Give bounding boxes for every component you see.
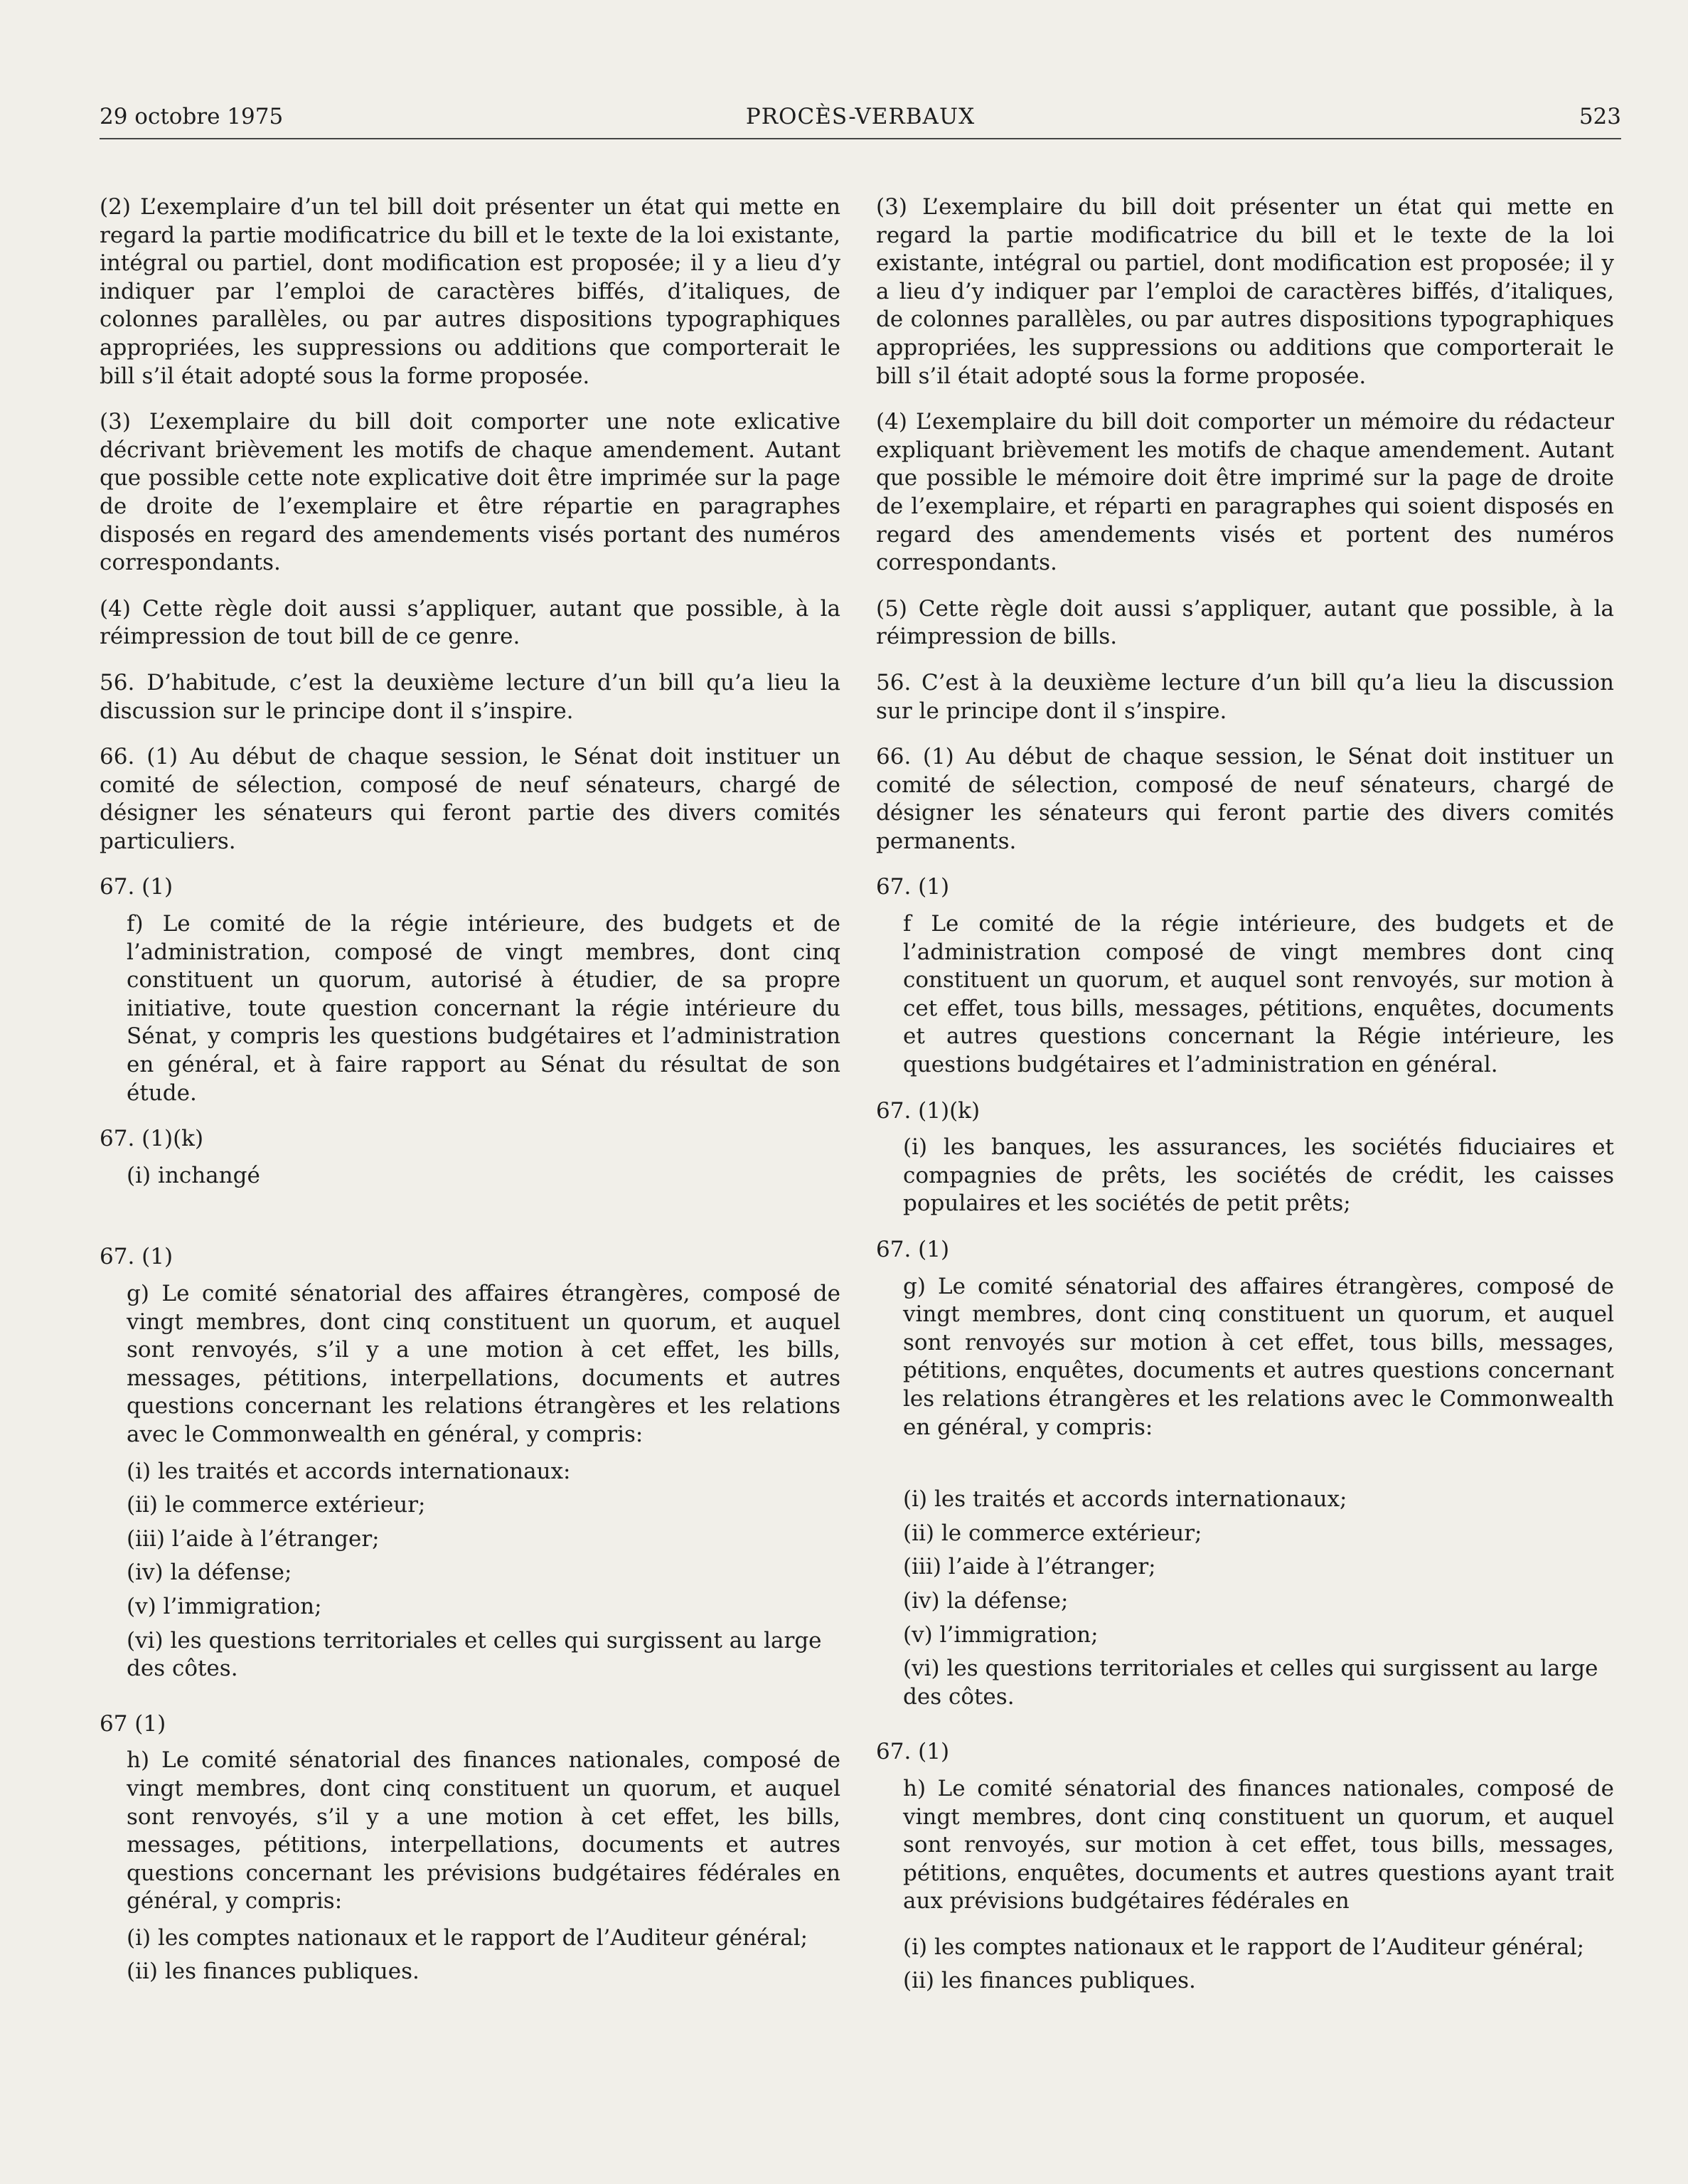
left-column — [100, 193, 840, 1992]
page-number: 523 — [1579, 104, 1621, 129]
paragraph: 66. (1) Au début de chaque session, le Sénat doit instituer un comité de sélection, composé de neuf sénateurs, chargé de désigner les sénateurs qui feront partie des divers comités particuliers. — [100, 744, 840, 854]
rule-number: 67. (1) — [100, 874, 173, 900]
paragraph: (5) Cette règle doit aussi s’appliquer, autant que possible, à la réimpression de bills. — [876, 595, 1614, 650]
list-item: (iii) l’aide à l’étranger; — [127, 1525, 380, 1552]
rule-number: 67 (1) — [100, 1710, 166, 1737]
rule-number: 67. (1) — [100, 1244, 173, 1270]
paragraph: g) Le comité sénatorial des affaires étrangères, composé de vingt membres, dont cinq constituent un quorum, et auquel sont renvoyés sur motion à cet effet, tous bills, messages, pétitions, enquêtes, documents et autres questions concernant les relations étrangères et les relations avec le Commonwealth en général, y compris: — [903, 1273, 1614, 1440]
header-title: PROCÈS-VERBAUX — [745, 104, 976, 129]
page-header — [100, 104, 1621, 139]
paragraph: (4) L’exemplaire du bill doit comporter un mémoire du rédacteur expliquant brièvement les motifs de chaque amendement. Autant que possible le mémoire doit être imprimé sur la page de droite de l’exemplaire, et réparti en paragraphes qui soient disposés en regard des amendements visés et portent des numéros correspondants. — [876, 409, 1614, 576]
rule-number: 67. (1) — [876, 874, 950, 900]
list-item: (iv) la défense; — [903, 1587, 1069, 1614]
list-item: (i) les comptes nationaux et le rapport de l’Auditeur général; — [127, 1924, 808, 1951]
paragraph: 56. D’habitude, c’est la deuxième lecture d’un bill qu’a lieu la discussion sur le principe dont il s’inspire. — [100, 669, 840, 724]
rule-number: 67. (1) — [876, 1739, 950, 1765]
rule-number: 67. (1)(k) — [100, 1126, 204, 1152]
list-item: (i) les traités et accords internationaux: — [127, 1458, 571, 1484]
paragraph: (3) L’exemplaire du bill doit présenter un état qui mette en regard la partie modificatrice du bill et le texte de la loi existante, intégral ou partiel, dont modification est proposée; il y a lieu d’y indiquer par l’emploi de caractères biffés, d’italiques, de colonnes parallèles, ou par autres dispositions typographiques appropriées, les suppressions ou additions que comporterait le bill s’il était adopté sous la forme proposée. — [876, 194, 1614, 389]
rule-number: 67. (1)(k) — [876, 1097, 981, 1124]
list-item: (iv) la défense; — [127, 1560, 292, 1586]
paragraph: f Le comité de la régie intérieure, des budgets et de l’administration composé de vingt membres dont cinq constituent un quorum, et auquel sont renvoyés, sur motion à cet effet, tous bills, messages, pétitions, enquêtes, documents et autres questions concernant la Régie intérieure, les questions budgétaires et l’administration en général. — [903, 911, 1614, 1078]
list-item: (i) les comptes nationaux et le rapport de l’Auditeur général; — [903, 1934, 1585, 1960]
paragraph: (3) L’exemplaire du bill doit comporter une note exlicative décrivant brièvement les motifs de chaque amendement. Autant que possible cette note explicative doit être imprimée sur la page de droite de l’exemplaire et être répartie en paragraphes disposés en regard des amendements visés portant des numéros correspondants. — [100, 409, 840, 576]
header-date: 29 octobre 1975 — [100, 104, 284, 129]
item-list — [100, 1924, 840, 1986]
rule-number: 67. (1) — [876, 1237, 950, 1262]
list-item: (ii) le commerce extérieur; — [127, 1492, 426, 1518]
item-list — [876, 1486, 1614, 1711]
paragraph: 66. (1) Au début de chaque session, le Sénat doit instituer un comité de sélection, composé de neuf sénateurs, chargé de désigner les sénateurs qui feront partie des divers comités permanents. — [876, 744, 1614, 854]
item-list — [100, 1458, 840, 1683]
list-item: (iii) l’aide à l’étranger; — [903, 1554, 1156, 1580]
list-item: (vi) les questions territoriales et celles qui surgissent au large des côtes. — [903, 1656, 1598, 1710]
paragraph: 56. C’est à la deuxième lecture d’un bill qu’a lieu la discussion sur le principe dont il s’inspire. — [876, 669, 1614, 724]
paragraph: (2) L’exemplaire d’un tel bill doit présenter un état qui mette en regard la partie modificatrice du bill et le texte de la loi existante, intégral ou partiel, dont modification est proposée; il y a lieu d’y indiquer par l’emploi de caractères biffés, d’italiques, de colonnes parallèles, ou par autres dispositions typographiques appropriées, les suppressions ou additions que comporterait le bill s’il était adopté sous la forme proposée. — [100, 194, 840, 389]
item-list — [876, 1934, 1614, 1996]
list-item: (ii) les finances publiques. — [903, 1968, 1196, 1994]
list-item: (v) l’immigration; — [127, 1593, 322, 1619]
paragraph: f) Le comité de la régie intérieure, des budgets et de l’administration, composé de vingt membres, dont cinq constituent un quorum, autorisé à étudier, de sa propre initiative, toute question concernant la régie intérieure du Sénat, y compris les questions budgétaires et l’administration en général, et à faire rapport au Sénat du résultat de son étude. — [127, 911, 840, 1106]
paragraph: (4) Cette règle doit aussi s’appliquer, autant que possible, à la réimpression de tout bill de ce genre. — [100, 595, 840, 650]
list-item: (vi) les questions territoriales et celles qui surgissent au large des côtes. — [127, 1627, 822, 1682]
list-item: (ii) les finances publiques. — [127, 1959, 420, 1985]
paragraph: g) Le comité sénatorial des affaires étrangères, composé de vingt membres, dont cinq constituent un quorum, et auquel sont renvoyés, s’il y a une motion à cet effet, les bills, messages, pétitions, interpellations, documents et autres questions concernant les relations étrangères et les relations avec le Commonwealth en général, y compris: — [127, 1281, 840, 1447]
list-item: (v) l’immigration; — [903, 1621, 1099, 1648]
list-item: (i) les traités et accords internationaux; — [903, 1486, 1347, 1513]
list-item: (ii) le commerce extérieur; — [903, 1520, 1202, 1546]
right-column — [876, 193, 1614, 2001]
paragraph: h) Le comité sénatorial des finances nationales, composé de vingt membres, dont cinq constituent un quorum, et auquel sont renvoyés, sur motion à cet effet, tous bills, messages, pétitions, enquêtes, documents et autres questions ayant trait aux prévisions budgétaires fédérales en — [903, 1775, 1614, 1914]
paragraph: (i) inchangé — [127, 1162, 260, 1188]
paragraph: (i) les banques, les assurances, les sociétés fiduciaires et compagnies de prêts, les sociétés de crédit, les caisses populaires et les sociétés de petit prêts; — [903, 1134, 1614, 1217]
paragraph: h) Le comité sénatorial des finances nationales, composé de vingt membres, dont cinq constituent un quorum, et auquel sont renvoyés, s’il y a une motion à cet effet, les bills, messages, pétitions, interpellations, documents et autres questions concernant les prévisions budgétaires fédérales en général, y compris: — [127, 1747, 840, 1914]
